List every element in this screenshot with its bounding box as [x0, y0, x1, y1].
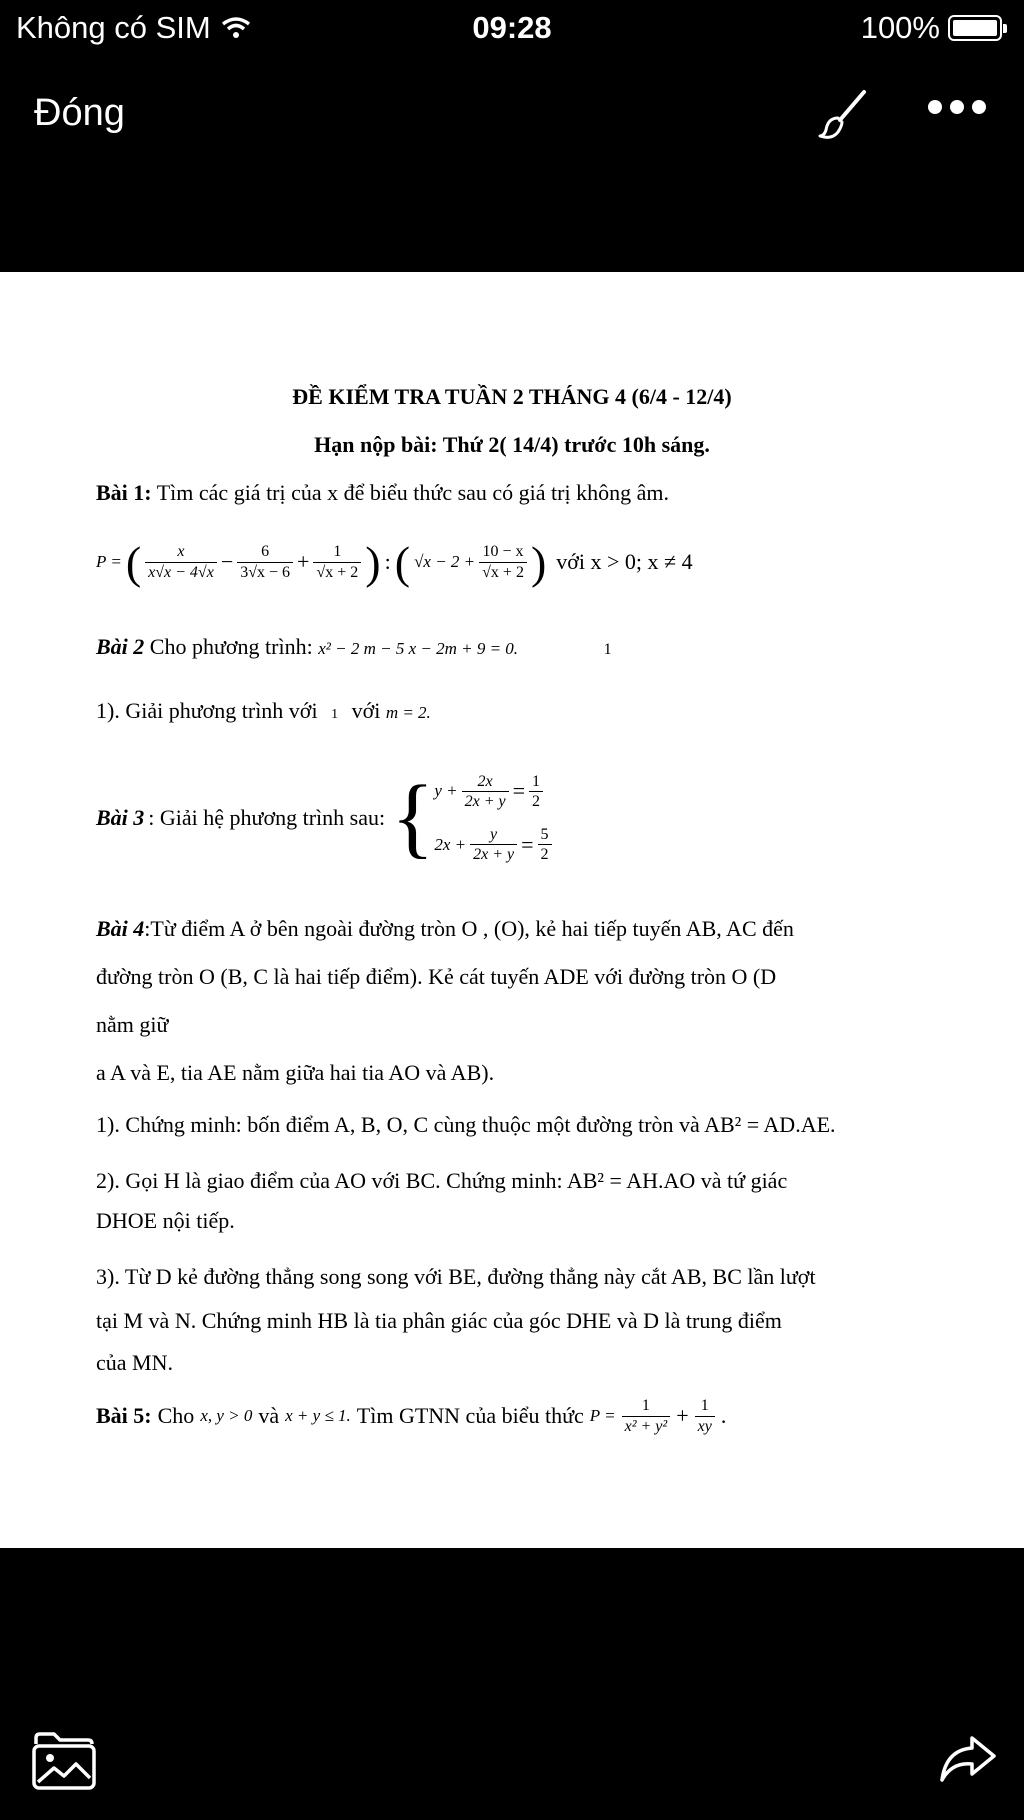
eq-prefix: 2x +: [434, 834, 467, 854]
fraction: [538, 825, 552, 864]
system-eq-1: [434, 772, 551, 811]
bai4-line-1: [96, 916, 984, 942]
denominator: 2: [538, 844, 552, 864]
numerator: 1: [532, 772, 541, 790]
numerator: 5: [540, 826, 549, 843]
status-bar: [0, 0, 1024, 56]
equals-sign: =: [521, 831, 534, 857]
bai4-q3b: tại M và N. Chứng minh HB là tia phân giác của góc DHE và D là trung điểm: [96, 1308, 782, 1333]
bai4-q2a: 2). Gọi H là giao điểm của AO với BC. Chứng minh: AB² = AH.AO và tứ giác: [96, 1168, 788, 1193]
fraction: [622, 1396, 671, 1435]
document-page[interactable]: [0, 272, 1024, 1548]
numerator: y: [490, 826, 498, 843]
bai2-prompt: [96, 634, 984, 660]
battery-percent: 100%: [860, 10, 940, 45]
dot-icon: [928, 100, 942, 114]
brush-icon[interactable]: [816, 86, 872, 142]
bai5-cond-1: x, y > 0: [200, 1406, 253, 1425]
bai5-label: Bài 5:: [96, 1403, 152, 1428]
battery-icon: [948, 15, 1002, 41]
bai2-q1: [96, 698, 984, 724]
bai5-block: [96, 1388, 984, 1444]
bai4-line-3: nằm giữ: [96, 1012, 169, 1037]
bai5-cond-2: x + y ≤ 1.: [285, 1406, 351, 1425]
numerator: 1: [333, 543, 342, 561]
close-button[interactable]: Đóng: [34, 92, 125, 134]
fraction: [529, 772, 543, 811]
bai3-label: Bài 3: [96, 805, 145, 830]
system-brace: {: [391, 768, 435, 867]
battery-group: [861, 10, 1002, 46]
bai4-q3c: của MN.: [96, 1350, 173, 1375]
dot-icon: [972, 100, 986, 114]
bai4-label: Bài 4: [96, 916, 145, 941]
bai2-label: Bài 2: [96, 634, 145, 659]
bai4-line-2: đường tròn O (B, C là hai tiếp điểm). Kẻ cát tuyến ADE với đường tròn O (D: [96, 964, 777, 989]
minus-sign: −: [220, 549, 234, 574]
fraction: [462, 772, 509, 811]
bai2-q1-with: với: [351, 698, 381, 723]
denominator: x√x − 4√x: [145, 562, 217, 582]
denominator: √x + 2: [479, 562, 527, 582]
fraction: [237, 542, 293, 581]
plus-sign: +: [676, 1403, 689, 1428]
numerator: 6: [261, 543, 270, 561]
bai5-text-3: Tìm GTNN của biểu thức: [356, 1403, 584, 1428]
numerator: 2x: [477, 772, 493, 790]
bai1-condition: với x > 0; x ≠ 4: [556, 549, 693, 574]
fraction: [145, 542, 217, 581]
bai5-text-2: và: [258, 1403, 280, 1428]
divide-sign: :: [384, 549, 391, 574]
fraction: [479, 542, 527, 581]
clock: 09:28: [472, 10, 552, 45]
plus-sign: +: [297, 549, 310, 574]
bai1-label: Bài 1:: [96, 480, 152, 505]
denominator: xy: [695, 1416, 715, 1436]
bai3-block: [96, 758, 984, 878]
battery-level: [953, 20, 997, 36]
bai2-equation: x² − 2 m − 5 x − 2m + 9 = 0.: [318, 639, 519, 658]
formula-mid: √x − 2 +: [414, 552, 476, 571]
paren-open: (: [125, 536, 142, 588]
denominator: 2: [529, 791, 543, 811]
system-eq-2: [434, 825, 551, 864]
bai4-q1: 1). Chứng minh: bốn điểm A, B, O, C cùng thuộc một đường tròn và AB² = AD.AE.: [96, 1112, 836, 1137]
equals-sign: =: [512, 778, 526, 804]
denominator: x² + y²: [622, 1416, 671, 1436]
formula-prefix: P =: [96, 552, 122, 571]
bai1-formula: [96, 532, 984, 592]
fraction: [470, 825, 517, 864]
denominator: 2x + y: [470, 844, 517, 864]
numerator: 1: [641, 1397, 650, 1415]
fraction: [695, 1396, 715, 1435]
numerator: 1: [700, 1397, 709, 1415]
bai1-text: Tìm các giá trị của x để biểu thức sau có giá trị không âm.: [156, 480, 669, 505]
doc-deadline: Hạn nộp bài: Thứ 2( 14/4) trước 10h sáng.: [314, 432, 710, 457]
equation-system: [434, 772, 551, 865]
paren-close: ): [530, 536, 547, 588]
denominator: 2x + y: [462, 791, 509, 811]
photo-gallery-icon[interactable]: [30, 1730, 98, 1792]
bai2-q1-text: 1). Giải phương trình với: [96, 698, 318, 723]
numerator: x: [177, 543, 185, 561]
share-icon[interactable]: [938, 1734, 998, 1784]
paren-close: ): [365, 536, 381, 588]
nav-bar: [0, 60, 1024, 170]
denominator: √x + 2: [313, 562, 361, 582]
fraction: [313, 542, 361, 581]
bai4-line-4: a A và E, tia AE nằm giữa hai tia AO và AB).: [96, 1060, 495, 1085]
doc-title: ĐỀ KIỂM TRA TUẦN 2 THÁNG 4 (6/4 - 12/4): [292, 384, 732, 409]
bai5-p-prefix: P =: [589, 1406, 616, 1425]
numerator: 10 − x: [482, 543, 524, 561]
paren-open: (: [394, 536, 411, 588]
bai4-q3a: 3). Từ D kẻ đường thẳng song song với BE, đường thẳng này cắt AB, BC lần lượt: [96, 1264, 816, 1289]
bai5-suffix: .: [720, 1403, 727, 1428]
dot-icon: [950, 100, 964, 114]
carrier-label: Không có SIM: [16, 10, 211, 45]
bai3-text: : Giải hệ phương trình sau:: [148, 805, 386, 830]
bottom-toolbar: [0, 1700, 1024, 1820]
more-options-button[interactable]: [928, 100, 986, 114]
bai2-q1-m: m = 2.: [385, 703, 431, 722]
bai1-prompt: [96, 480, 984, 506]
bai4-q2b: DHOE nội tiếp.: [96, 1208, 235, 1233]
bai4-text-1: :Từ điểm A ở bên ngoài đường tròn O , (O), kẻ hai tiếp tuyến AB, AC đến: [144, 916, 794, 941]
eq-prefix: y +: [434, 781, 458, 801]
bai2-eq-number: 1: [603, 641, 612, 658]
bai2-text: Cho phương trình:: [149, 634, 313, 659]
bai5-text-1: Cho: [157, 1403, 195, 1428]
bai2-q1-ref: 1: [331, 707, 339, 722]
denominator: 3√x − 6: [237, 562, 293, 582]
